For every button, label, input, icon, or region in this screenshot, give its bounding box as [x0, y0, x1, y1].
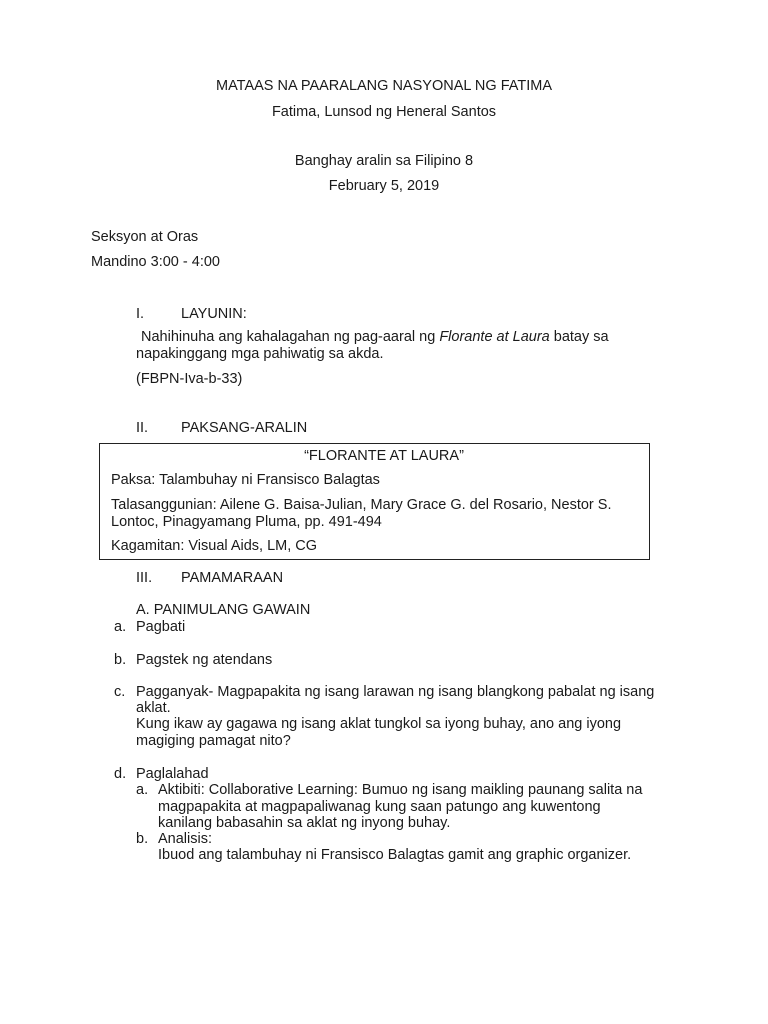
list-item-marker: c.	[114, 684, 126, 700]
pamamaraan-heading: PAMAMARAAN	[181, 570, 284, 586]
box-paksa: Paksa: Talambuhay ni Fransisco Balagtas	[111, 472, 380, 488]
paksang-aralin-numeral: II.	[136, 420, 149, 436]
plan-date: February 5, 2019	[328, 178, 440, 194]
list-item-text: Pagbati	[136, 619, 186, 635]
layunin-text-after: batay sa	[549, 329, 609, 345]
list-item-marker: d.	[114, 766, 127, 782]
sub-list-item-text: Ibuod ang talambuhay ni Fransisco Balagtas gamit ang graphic organizer.	[158, 847, 632, 863]
section-label: Seksyon at Oras	[91, 229, 199, 245]
box-talasanggunian-line2: Lontoc, Pinagyamang Pluma, pp. 491-494	[111, 514, 382, 530]
layunin-title-italic: Florante at Laura	[439, 329, 550, 345]
list-item-text: aklat.	[136, 700, 171, 716]
layunin-heading: LAYUNIN:	[181, 306, 247, 322]
layunin-line2: napakinggang mga pahiwatig sa akda.	[136, 346, 384, 362]
section-value: Mandino 3:00 - 4:00	[91, 254, 220, 270]
list-item-text: magiging pamagat nito?	[136, 733, 291, 749]
school-address: Fatima, Lunsod ng Heneral Santos	[271, 104, 497, 120]
list-item-text: Kung ikaw ay gagawa ng isang aklat tungkol sa iyong buhay, ano ang iyong	[136, 716, 622, 732]
box-talasanggunian-line1: Talasanggunian: Ailene G. Baisa-Julian, Mary Grace G. del Rosario, Nestor S.	[111, 497, 612, 513]
pamamaraan-numeral: III.	[136, 570, 153, 586]
sub-list-item-marker: b.	[136, 831, 149, 847]
sub-list-item-text: Aktibiti: Collaborative Learning: Bumuo ng isang maikling paunang salita na	[158, 782, 643, 798]
layunin-code: (FBPN-Iva-b-33)	[136, 371, 243, 387]
list-item-text: Pagganyak- Magpapakita ng isang larawan ng isang blangkong pabalat ng isang	[136, 684, 655, 700]
panimulang-gawain-heading: A. PANIMULANG GAWAIN	[136, 602, 311, 618]
sub-list-item-marker: a.	[136, 782, 149, 798]
sub-list-item-text: kanilang babasahin sa aklat ng inyong buhay.	[158, 815, 451, 831]
sub-list-item-text: magpapakita at magpapaliwanag kung saan patungo ang kuwentong	[158, 799, 601, 815]
box-kagamitan: Kagamitan: Visual Aids, LM, CG	[111, 538, 318, 554]
plan-title: Banghay aralin sa Filipino 8	[294, 153, 474, 169]
layunin-numeral: I.	[136, 306, 145, 322]
layunin-text-before: Nahihinuha ang kahalagahan ng pag-aaral ng	[141, 329, 440, 345]
list-item-text: Paglalahad	[136, 766, 209, 782]
box-title: “FLORANTE AT LAURA”	[304, 448, 464, 464]
list-item-marker: b.	[114, 652, 127, 668]
school-name: MATAAS NA PAARALANG NASYONAL NG FATIMA	[216, 78, 552, 94]
list-item-marker: a.	[114, 619, 127, 635]
paksang-aralin-heading: PAKSANG-ARALIN	[181, 420, 308, 436]
sub-list-item-text: Analisis:	[158, 831, 212, 847]
layunin-text	[141, 329, 609, 345]
list-item-text: Pagstek ng atendans	[136, 652, 273, 668]
